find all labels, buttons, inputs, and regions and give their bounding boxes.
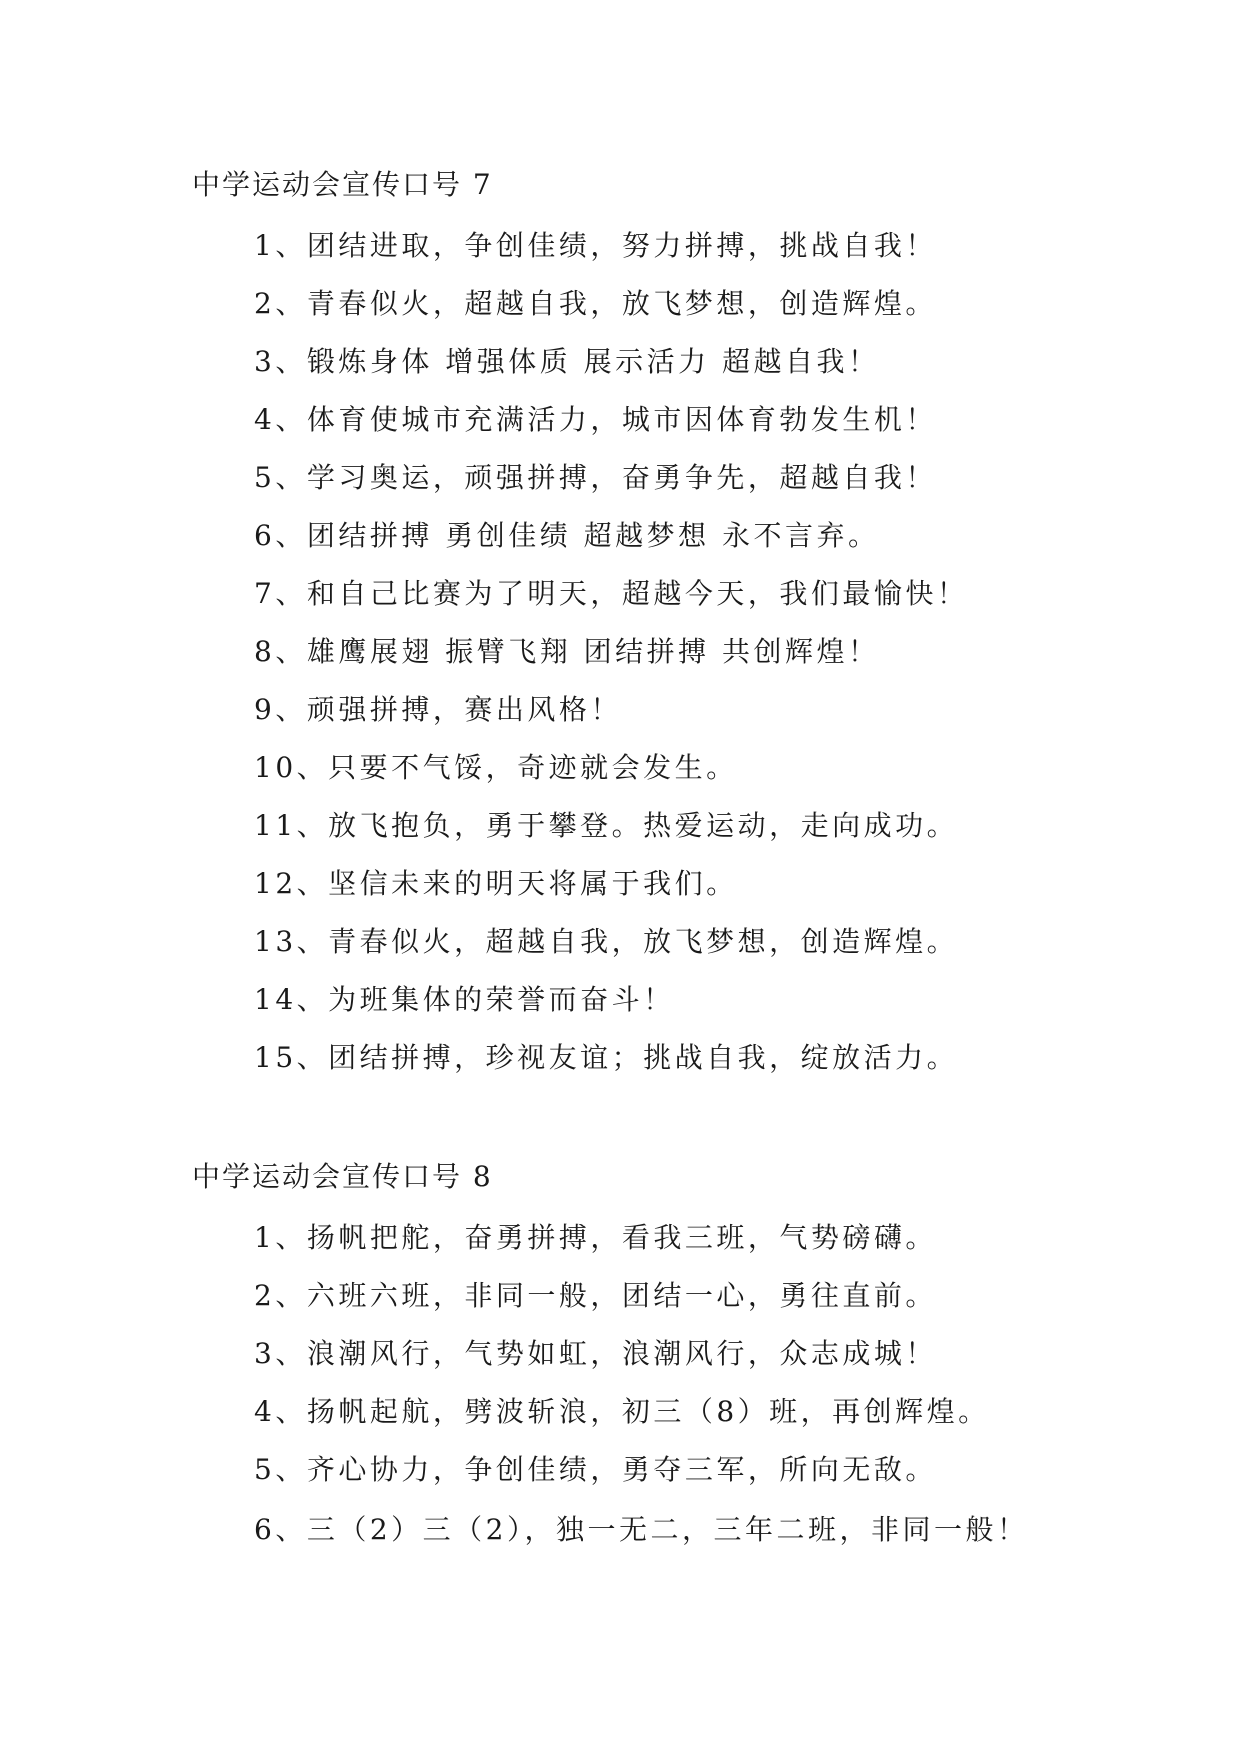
slogan-item: 13、青春似火，超越自我，放飞梦想，创造辉煌。 xyxy=(254,925,959,958)
section-title: 中学运动会宣传口号 7 xyxy=(192,168,493,201)
slogan-item: 6、三（2）三（2），独一无二，三年二班，非同一般！ xyxy=(254,1513,1029,1546)
slogan-item: 9、顽强拼搏，赛出风格！ xyxy=(254,693,622,726)
slogan-item: 11、放飞抱负，勇于攀登。热爱运动，走向成功。 xyxy=(254,809,959,842)
slogan-item: 4、体育使城市充满活力，城市因体育勃发生机！ xyxy=(254,403,937,436)
slogan-item: 1、扬帆把舵，奋勇拼搏，看我三班，气势磅礴。 xyxy=(254,1221,937,1254)
slogan-item: 4、扬帆起航，劈波斩浪，初三（8）班，再创辉煌。 xyxy=(254,1395,990,1428)
slogan-item: 1、团结进取，争创佳绩，努力拼搏，挑战自我！ xyxy=(254,229,937,262)
slogan-item: 10、只要不气馁，奇迹就会发生。 xyxy=(254,751,738,784)
slogan-item: 5、学习奥运，顽强拼搏，奋勇争先，超越自我！ xyxy=(254,461,937,494)
slogan-item: 3、锻炼身体 增强体质 展示活力 超越自我！ xyxy=(254,345,880,378)
slogan-item: 2、六班六班，非同一般，团结一心，勇往直前。 xyxy=(254,1279,937,1312)
slogan-item: 15、团结拼搏，珍视友谊；挑战自我，绽放活力。 xyxy=(254,1041,959,1074)
slogan-item: 3、浪潮风行，气势如虹，浪潮风行，众志成城！ xyxy=(254,1337,937,1370)
slogan-item: 8、雄鹰展翅 振臂飞翔 团结拼搏 共创辉煌！ xyxy=(254,635,880,668)
slogan-item: 14、为班集体的荣誉而奋斗！ xyxy=(254,983,675,1016)
slogan-item: 7、和自己比赛为了明天，超越今天，我们最愉快！ xyxy=(254,577,969,610)
slogan-item: 2、青春似火，超越自我，放飞梦想，创造辉煌。 xyxy=(254,287,937,320)
slogan-item: 12、坚信未来的明天将属于我们。 xyxy=(254,867,738,900)
slogan-item: 6、团结拼搏 勇创佳绩 超越梦想 永不言弃。 xyxy=(254,519,880,552)
section-title: 中学运动会宣传口号 8 xyxy=(192,1160,493,1193)
slogan-item: 5、齐心协力，争创佳绩，勇夺三军，所向无敌。 xyxy=(254,1453,937,1486)
